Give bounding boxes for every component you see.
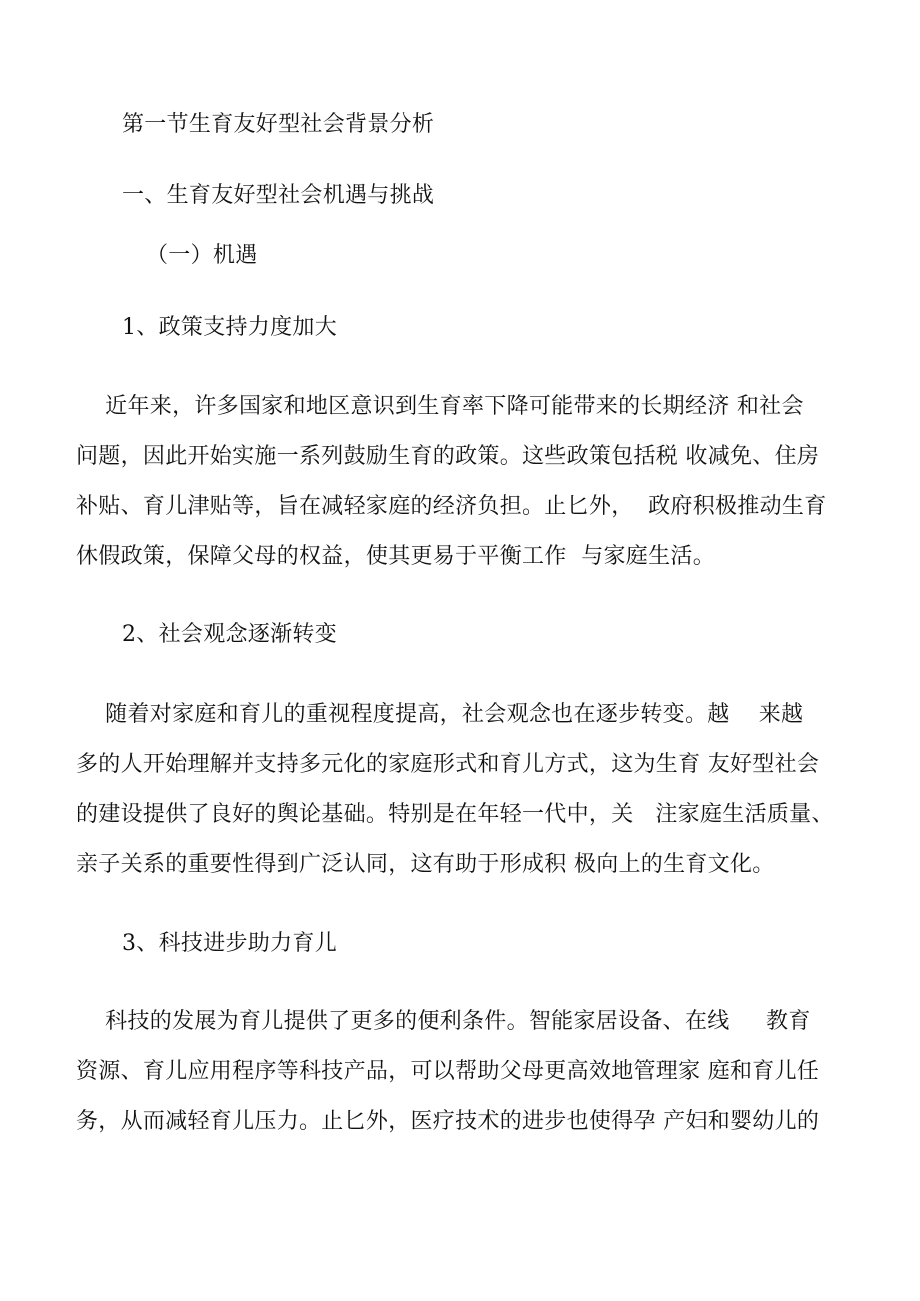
paragraph-line: 资源、育儿应用程序等科技产品，可以帮助父母更高效地管理家 庭和育儿任 bbox=[76, 1059, 820, 1084]
paragraph-line: 亲子关系的重要性得到广泛认同，这有助于形成积 极向上的生育文化。 bbox=[76, 852, 775, 877]
paragraph-line: 休假政策，保障父母的权益，使其更易于平衡工作 与家庭生活。 bbox=[76, 544, 715, 569]
item-heading-social-attitude: 2、社会观念逐渐转变 bbox=[122, 622, 337, 647]
paragraph-line: 近年来，许多国家和地区意识到生育率下降可能带来的长期经济 和社会 bbox=[76, 394, 804, 419]
section-title: 第一节生育友好型社会背景分析 bbox=[122, 112, 435, 137]
item-heading-policy-support: 1、政策支持力度加大 bbox=[122, 315, 337, 340]
paragraph-line: 的建设提供了良好的舆论基础。特别是在年轻一代中，关 注家庭生活质量、 bbox=[76, 802, 834, 827]
paragraph-line: 科技的发展为育儿提供了更多的便利条件。智能家居设备、在线 教育 bbox=[76, 1009, 811, 1034]
subsection-title: （一）机遇 bbox=[146, 243, 258, 268]
paragraph-line: 多的人开始理解并支持多元化的家庭形式和育儿方式，这为生育 友好型社会 bbox=[76, 752, 820, 777]
paragraph-line: 务，从而减轻育儿压力。止匕外，医疗技术的进步也使得孕 产妇和婴幼儿的 bbox=[76, 1109, 820, 1134]
paragraph-line: 随着对家庭和育儿的重视程度提高，社会观念也在逐步转变。越 来越 bbox=[76, 702, 804, 727]
paragraph-line: 问题，因此开始实施一系列鼓励生育的政策。这些政策包括税 收减免、住房 bbox=[76, 444, 820, 469]
chapter-title: 一、生育友好型社会机遇与挑战 bbox=[122, 183, 435, 208]
item-heading-tech-progress: 3、科技进步助力育儿 bbox=[122, 931, 337, 956]
paragraph-line: 补贴、育儿津贴等，旨在减轻家庭的经济负担。止匕外， 政府积极推动生育 bbox=[76, 494, 827, 519]
